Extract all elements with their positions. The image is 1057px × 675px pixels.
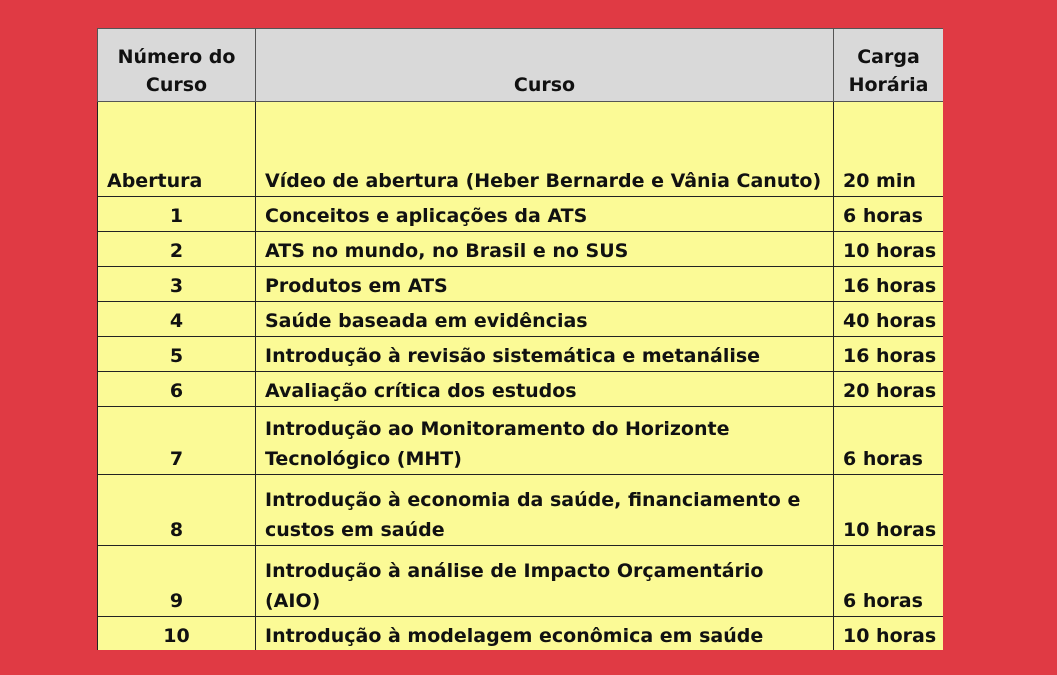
cell-course-number: 10 [98, 617, 256, 651]
cell-workload: 6 horas [834, 197, 944, 232]
course-table-sheet [97, 28, 943, 650]
course-table [97, 28, 943, 650]
cell-workload: 16 horas [834, 337, 944, 372]
cell-course-number: Abertura [98, 102, 256, 197]
cell-workload: 10 horas [834, 617, 944, 651]
table-header-row [98, 29, 944, 102]
cell-workload: 16 horas [834, 267, 944, 302]
cell-workload: 6 horas [834, 407, 944, 475]
table-row [98, 102, 944, 197]
cell-course-name: Conceitos e aplicações da ATS [256, 197, 834, 232]
cell-course-name: Introdução ao Monitoramento do Horizonte Tecnológico (MHT) [256, 407, 834, 475]
table-row [98, 267, 944, 302]
cell-workload: 6 horas [834, 546, 944, 617]
header-course-number: Número do Curso [98, 29, 256, 102]
cell-workload: 10 horas [834, 475, 944, 546]
header-workload: Carga Horária [834, 29, 944, 102]
cell-workload: 20 horas [834, 372, 944, 407]
cell-course-number: 2 [98, 232, 256, 267]
table-row [98, 407, 944, 475]
cell-workload: 10 horas [834, 232, 944, 267]
cell-course-number: 5 [98, 337, 256, 372]
cell-course-name: ATS no mundo, no Brasil e no SUS [256, 232, 834, 267]
table-row [98, 302, 944, 337]
header-course: Curso [256, 29, 834, 102]
cell-course-name: Produtos em ATS [256, 267, 834, 302]
table-row [98, 475, 944, 546]
cell-course-number: 9 [98, 546, 256, 617]
cell-course-name: Introdução à economia da saúde, financiamento e custos em saúde [256, 475, 834, 546]
table-row [98, 617, 944, 651]
cell-course-name: Introdução à modelagem econômica em saúde [256, 617, 834, 651]
table-row [98, 337, 944, 372]
cell-course-number: 1 [98, 197, 256, 232]
table-row [98, 546, 944, 617]
cell-course-name: Avaliação crítica dos estudos [256, 372, 834, 407]
cell-course-number: 3 [98, 267, 256, 302]
cell-course-number: 8 [98, 475, 256, 546]
cell-course-name: Introdução à análise de Impacto Orçamentário (AIO) [256, 546, 834, 617]
cell-course-name: Saúde baseada em evidências [256, 302, 834, 337]
table-row [98, 197, 944, 232]
cell-course-number: 6 [98, 372, 256, 407]
table-row [98, 232, 944, 267]
table-row [98, 372, 944, 407]
cell-course-number: 4 [98, 302, 256, 337]
cell-workload: 20 min [834, 102, 944, 197]
cell-workload: 40 horas [834, 302, 944, 337]
cell-course-name: Introdução à revisão sistemática e metanálise [256, 337, 834, 372]
cell-course-name: Vídeo de abertura (Heber Bernarde e Vânia Canuto) [256, 102, 834, 197]
cell-course-number: 7 [98, 407, 256, 475]
